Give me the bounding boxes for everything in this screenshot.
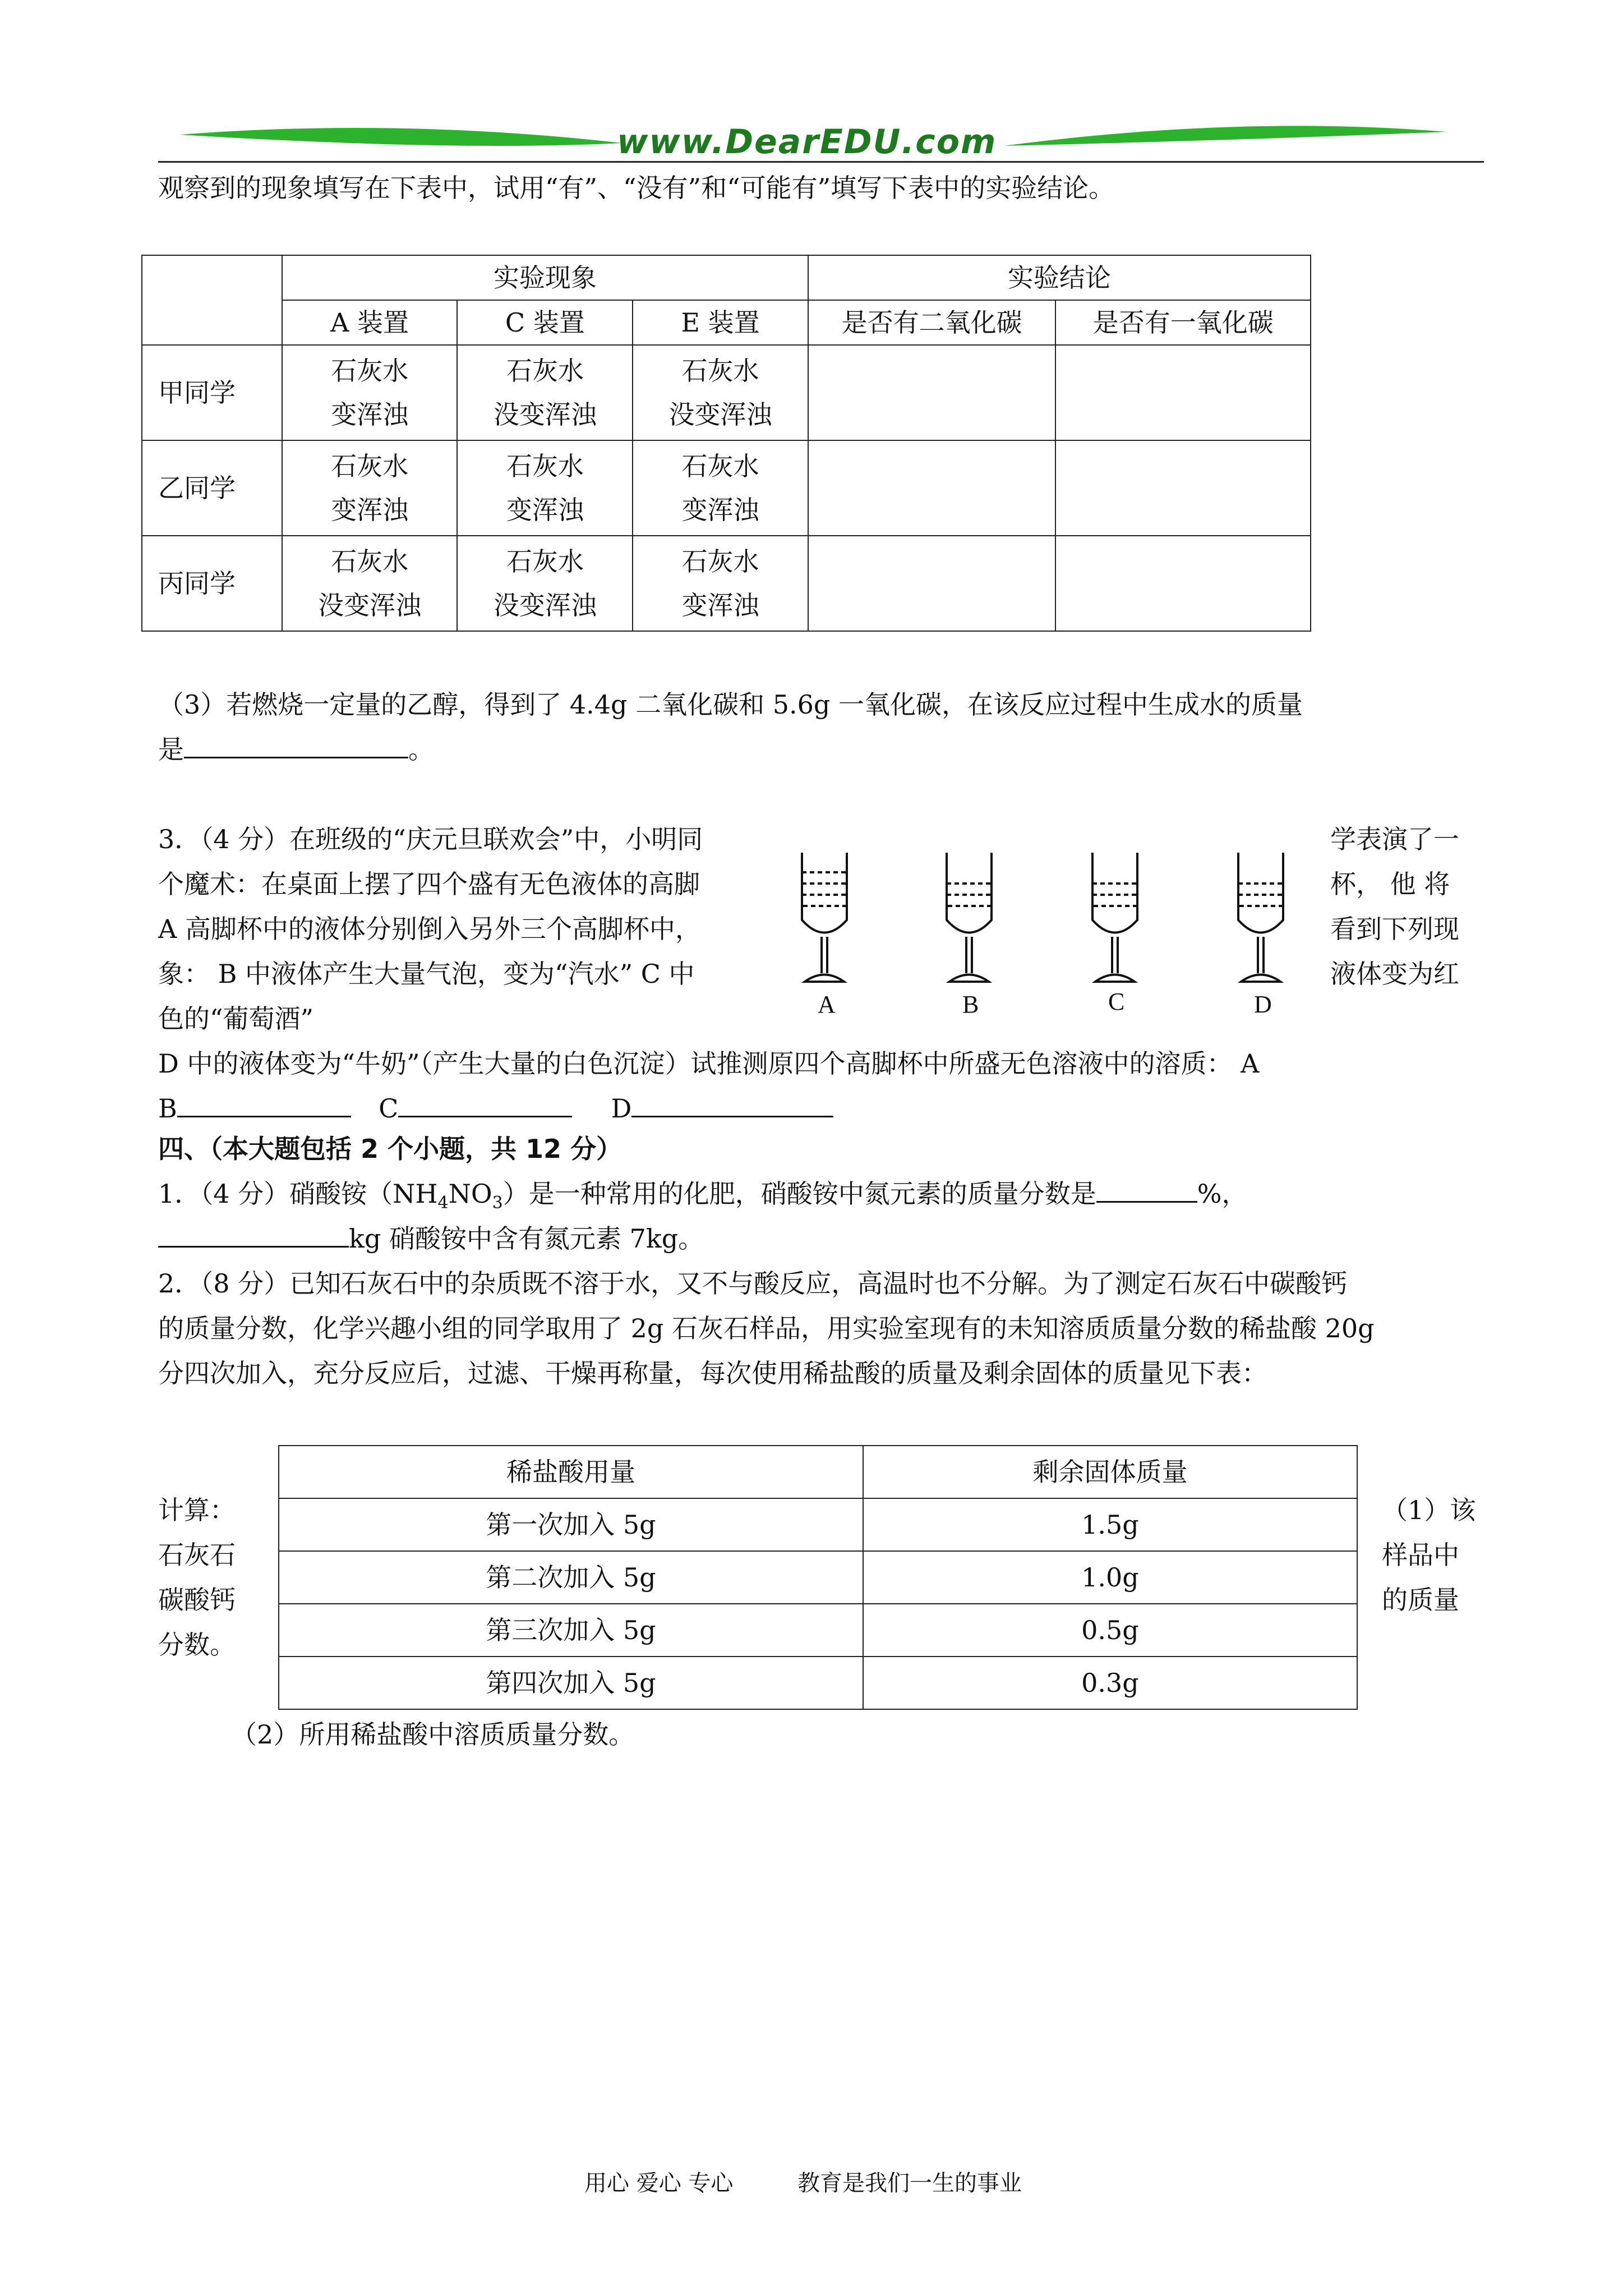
header-a-device: A 装置 xyxy=(282,300,458,345)
header-co: 是否有一氧化碳 xyxy=(1055,300,1311,345)
cell-e: 石灰水 没变浑浊 xyxy=(633,345,808,440)
solid-cell: 1.0g xyxy=(863,1551,1357,1604)
calc-right-2: 样品中 xyxy=(1382,1540,1459,1570)
experiment-table xyxy=(141,255,1311,632)
header-solid: 剩余固体质量 xyxy=(863,1446,1357,1498)
cell-c: 石灰水 没变浑浊 xyxy=(457,536,633,631)
header-rule xyxy=(158,161,1484,163)
s4-q1-line2: kg 硝酸铵中含有氮元素 7kg。 xyxy=(158,1216,704,1261)
answer-blank-c[interactable] xyxy=(398,1088,572,1117)
s4-q1-line1: 1．（4 分）硝酸铵$(NH_4NO_3)$是一种常用的化肥，硝酸铵中氮元素的质量分数是 %， xyxy=(158,1171,1247,1226)
table-row xyxy=(279,1551,1357,1604)
intro-text: 观察到的现象填写在下表中，试用“有”、“没有”和“可能有”填写下表中的实验结论。 xyxy=(158,173,1115,203)
section-title: 四、（本大题包括 2 个小题，共 12 分） xyxy=(158,1134,623,1164)
table-corner xyxy=(142,255,282,345)
p3-line6: D 中的液体变为“牛奶”（产生大量的白色沉淀）试推测原四个高脚杯中所盛无色溶液中的溶质： A xyxy=(158,1048,1260,1079)
answer-blank[interactable] xyxy=(1096,1173,1197,1203)
header-co2: 是否有二氧化碳 xyxy=(808,300,1056,345)
goblet-label: A xyxy=(818,991,836,1018)
s4-q2-line3: 分四次加入，充分反应后，过滤、干燥再称量，每次使用稀盐酸的质量及剩余固体的质量见下表： xyxy=(158,1358,1267,1388)
label-c: C xyxy=(379,1093,399,1124)
header-conclusion: 实验结论 xyxy=(808,255,1311,300)
goblet-c-icon xyxy=(1092,853,1137,982)
goblets-drawing xyxy=(785,841,1312,987)
s4-q2-line2: 的质量分数，化学兴趣小组的同学取用了 2g 石灰石样品，用实验室现有的未知溶质质量分数的稀盐酸 20g xyxy=(158,1313,1375,1343)
logo-text: www.DearEDU.com xyxy=(617,122,997,162)
table-row xyxy=(279,1657,1357,1709)
cell-a: 石灰水 没变浑浊 xyxy=(282,536,458,631)
q3-line2 xyxy=(158,727,434,772)
solid-cell: 0.3g xyxy=(863,1657,1357,1709)
q3-prefix: 是 xyxy=(158,734,184,765)
answer-co-cell[interactable] xyxy=(1055,345,1311,440)
s4-q2-line1: 2．（8 分）已知石灰石中的杂质既不溶于水，又不与酸反应，高温时也不分解。为了测定石灰石中碳酸钙 xyxy=(158,1268,1348,1299)
p3-blanks-line xyxy=(158,1086,833,1131)
calc-right-1: （1）该 xyxy=(1382,1495,1476,1525)
p3-line3-left: A 高脚杯中的液体分别倒入另外三个高脚杯中， xyxy=(158,914,701,944)
cell-c: 石灰水 没变浑浊 xyxy=(457,345,633,440)
calc-right-3: 的质量 xyxy=(1382,1585,1459,1615)
header-phenomena: 实验现象 xyxy=(282,255,808,300)
cell-c: 石灰水 变浑浊 xyxy=(457,440,633,536)
table-row xyxy=(142,536,1311,631)
answer-blank[interactable] xyxy=(184,729,408,758)
cell-a: 石灰水 变浑浊 xyxy=(282,440,458,536)
footer-right: 教育是我们一生的事业 xyxy=(797,2170,1022,2196)
header-acid: 稀盐酸用量 xyxy=(279,1446,863,1498)
answer-co2-cell[interactable] xyxy=(808,536,1056,631)
answer-blank-b[interactable] xyxy=(177,1088,351,1117)
goblet-label: C xyxy=(1108,988,1125,1015)
cell-e: 石灰水 变浑浊 xyxy=(633,536,808,631)
calc-q2: （2）所用稀盐酸中溶质质量分数。 xyxy=(231,1719,635,1750)
goblet-label: D xyxy=(1254,991,1272,1018)
label-b: B xyxy=(158,1093,177,1124)
calc-left-2: 石灰石 xyxy=(158,1540,236,1570)
header-c-device: C 装置 xyxy=(457,300,633,345)
acid-cell: 第三次加入 5g xyxy=(279,1604,863,1657)
answer-blank-d[interactable] xyxy=(631,1088,833,1117)
acid-cell: 第一次加入 5g xyxy=(279,1498,863,1551)
goblet-d-icon xyxy=(1238,853,1283,982)
table-row xyxy=(142,440,1311,536)
cell-a: 石灰水 变浑浊 xyxy=(282,345,458,440)
q3-line1: （3）若燃烧一定量的乙醇，得到了 4.4g 二氧化碳和 5.6g 一氧化碳，在该反应过程中生成水的质量 xyxy=(158,689,1303,720)
header-logo xyxy=(174,112,1453,163)
p3-line4-right: 液体变为红 xyxy=(1330,959,1459,989)
goblet-label: B xyxy=(962,991,979,1018)
header-e-device: E 装置 xyxy=(633,300,808,345)
calc-left-4: 分数。 xyxy=(158,1630,236,1660)
table-row xyxy=(279,1498,1357,1551)
solid-cell: 1.5g xyxy=(863,1498,1357,1551)
answer-blank[interactable] xyxy=(158,1218,349,1248)
q3-suffix: 。 xyxy=(408,734,434,765)
answer-co-cell[interactable] xyxy=(1055,440,1311,536)
p3-line3-right: 看到下列现 xyxy=(1330,914,1459,944)
row-name: 乙同学 xyxy=(142,440,282,536)
calc-left-1: 计算： xyxy=(158,1495,236,1525)
row-name: 丙同学 xyxy=(142,536,282,631)
p3-line4-left: 象： B 中液体产生大量气泡，变为“汽水” C 中 xyxy=(158,959,695,989)
answer-co2-cell[interactable] xyxy=(808,440,1056,536)
label-d: D xyxy=(611,1093,632,1124)
acid-cell: 第二次加入 5g xyxy=(279,1551,863,1604)
p3-line1-left: 3．（4 分）在班级的“庆元旦联欢会”中，小明同 xyxy=(158,824,703,854)
goblets-figure xyxy=(785,841,1312,1027)
calc-left-3: 碳酸钙 xyxy=(158,1585,236,1615)
acid-cell: 第四次加入 5g xyxy=(279,1657,863,1709)
goblet-a-icon xyxy=(802,853,847,982)
table-row xyxy=(279,1604,1357,1657)
cell-e: 石灰水 变浑浊 xyxy=(633,440,808,536)
table-row xyxy=(142,345,1311,440)
solid-cell: 0.5g xyxy=(863,1604,1357,1657)
p3-line5-left: 色的“葡萄酒” xyxy=(158,1004,314,1034)
answer-co-cell[interactable] xyxy=(1055,536,1311,631)
p3-line2-right: 杯， 他 将 xyxy=(1330,869,1450,899)
answer-co2-cell[interactable] xyxy=(808,345,1056,440)
goblet-b-icon xyxy=(947,853,992,982)
p3-line1-right: 学表演了一 xyxy=(1330,824,1459,854)
acid-table xyxy=(278,1445,1358,1710)
p3-line2-left: 个魔术：在桌面上摆了四个盛有无色液体的高脚 xyxy=(158,869,700,899)
footer-left: 用心 爱心 专心 xyxy=(584,2170,734,2196)
row-name: 甲同学 xyxy=(142,345,282,440)
